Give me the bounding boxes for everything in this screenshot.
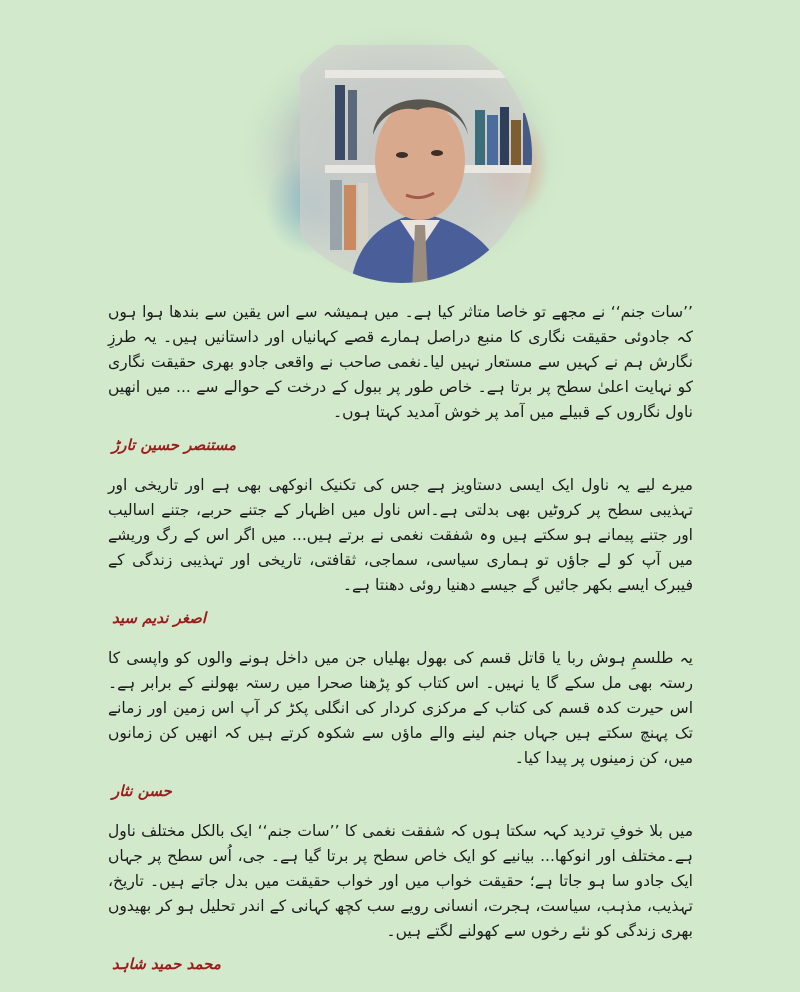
testimonial-text: یہ طلسمِ ہوش ربا یا قاتل قسم کی بھول بھلیاں جن میں داخل ہونے والوں کو واپسی کا رستہ بھی مل سکے گا یا نہیں۔ اس کتاب کو پڑھنا صحرا میں رستہ بھولنے کے برابر ہے۔ اس حیرت کدہ قسم کی کتاب کے مرکزی کردار کی انگلی پکڑ کر آپ اس زمین اور زمانے تک پہنچ سکتے ہیں جہاں جنم لینے والے ماؤں سے شکوہ کرتے ہیں کہ انھیں کن زمانوں میں، کن زمینوں پر پیدا کیا۔: [108, 649, 693, 767]
testimonial-author: مستنصر حسین تارڑ: [112, 436, 237, 454]
testimonial-text: ’’سات جنم‘‘ نے مجھے تو خاصا متاثر کیا ہے۔ میں ہمیشہ سے اس یقین سے بندھا ہوا ہوں کہ جادوئی حقیقت نگاری کا منبع دراصل ہمارے قصے کہانیاں اور داستانیں ہیں۔ یہ طرزِ نگارش ہم نے کہیں سے مستعار نہیں لیا۔نغمی صاحب نے واقعی جادو بھری حقیقت نگاری کو نہایت اعلیٰ سطح پر برتا ہے۔ خاص طور پر ببول کے درخت کے حوالے سے ... میں انھیں ناول نگاروں کے قبیلے میں آمد پر خوش آمدید کہتا ہوں۔: [108, 303, 693, 421]
testimonial-text: میں بلا خوفِ تردید کہہ سکتا ہوں کہ شفقت نغمی کا ’’سات جنم‘‘ ایک بالکل مختلف ناول ہے۔مختلف اور انوکھا... بیانیے کو ایک خاص سطح پر برتا گیا ہے۔ جی، اُس سطح پر جہاں ایک جادو سا ہو جاتا ہے؛ حقیقت خواب میں اور خواب حقیقت میں بدل جاتے ہیں۔ تاریخ، تہذیب، مذہب، سیاست، ہجرت، انسانی رویے سب کچھ کہانی کے اندر تحلیل ہو کر بھیدوں بھری زندگی کو نئے رخوں سے کھولنے لگتے ہیں۔: [108, 822, 693, 940]
testimonial-author: اصغر ندیم سید: [112, 609, 207, 627]
testimonial: [108, 300, 693, 457]
testimonial-author: حسن نثار: [112, 782, 172, 800]
testimonial-text: میرے لیے یہ ناول ایک ایسی دستاویز ہے جس کی تکنیک انوکھی بھی ہے اور تاریخی اور تہذیبی سطح پر کروٹیں بھی بدلتی ہے۔اس ناول میں اظہار کے جتنے حربے، جتنے اسالیب اور جتنے پیمانے ہو سکتے ہیں وہ شفقت نغمی نے برتے ہیں... میں اگر اس کے رگ وریشے میں آپ کو لے جاؤں تو ہماری سیاسی، سماجی، ثقافتی، تاریخی اور تہذیبی زندگی کے فیبرک ایسے بکھر جائیں گے جیسے دھنیا روئی دھنتا ہے۔: [108, 476, 693, 594]
testimonial: [108, 819, 693, 976]
testimonial: [108, 473, 693, 630]
testimonial: [108, 646, 693, 803]
testimonials: [108, 300, 693, 992]
testimonial-author: محمد حمید شاہد: [112, 955, 221, 973]
author-portrait: [230, 15, 575, 290]
author-portrait-icon: [230, 15, 575, 290]
